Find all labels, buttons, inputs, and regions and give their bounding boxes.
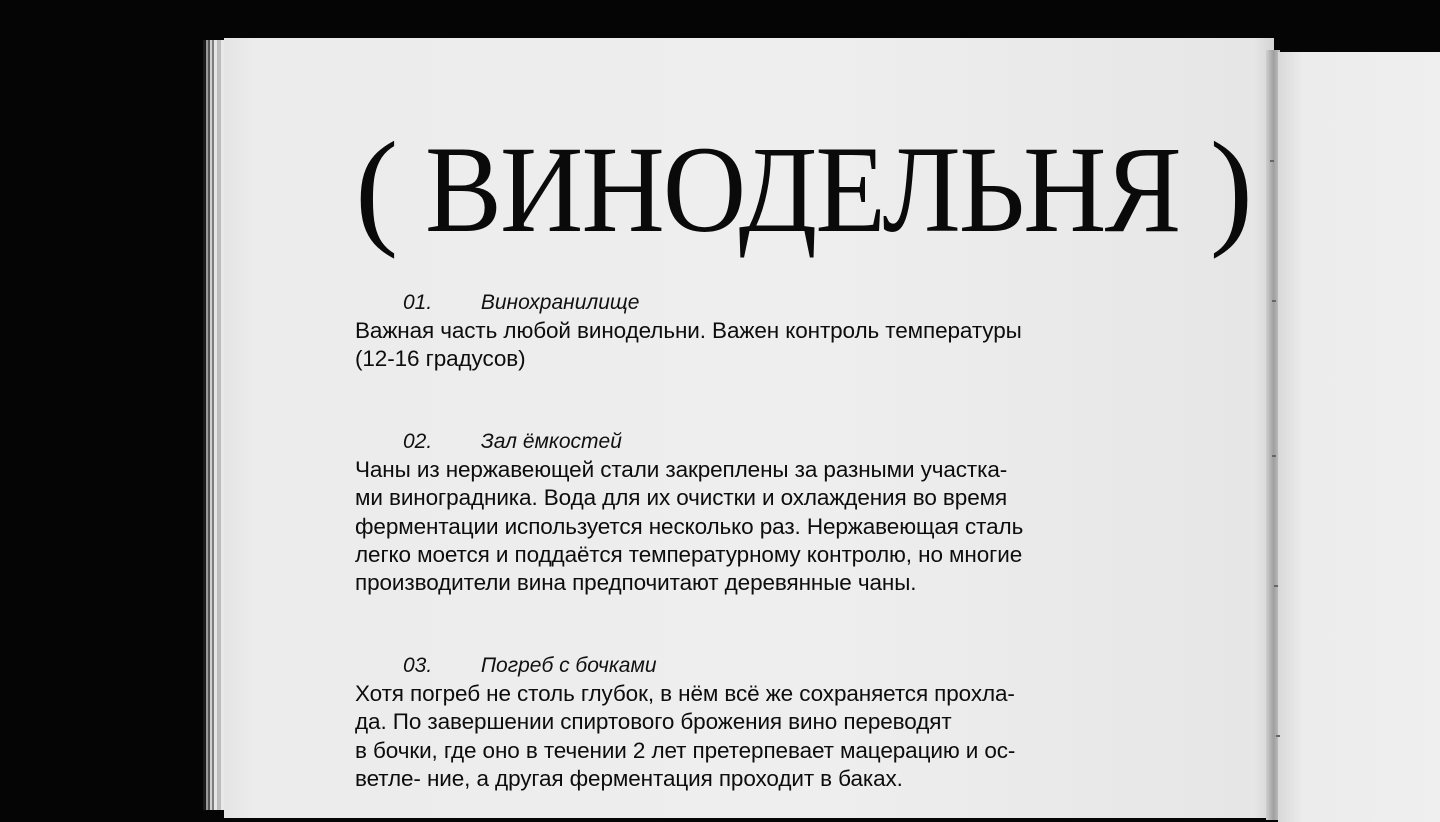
stitch-mark [1272,300,1276,302]
section-body: Чаны из нержавеющей стали закреплены за разными участка- ми виноградника. Вода для их очистки и охлаждения во время ферментации используется несколько раз. Нержавеющая сталь легко моется и поддаётся температурному контролю, но многие производители вина предпочитают деревянные чаны. [355,457,1024,596]
section-number: 01. [403,291,433,314]
section-heading [355,652,1115,680]
section-title: Зал ёмкостей [480,430,622,453]
section-number: 03. [403,654,433,677]
stitch-mark [1270,160,1274,162]
section-body: Важная часть любой винодельни. Важен контроль температуры (12-16 градусов) [355,318,1022,372]
title-text: ВИНОДЕЛЬНЯ [425,121,1180,258]
section-heading [355,428,1115,456]
section-tank-hall [355,428,1115,597]
title-open-paren: ( [355,116,397,260]
section-body: Хотя погреб не столь глубок, в нём всё же сохраняется прохла- да. По завершении спиртового брожения вино переводят в бочки, где оно в течении 2 лет претерпевает мацерацию и ос- ветле- ние, а другая ферментация проходит в баках. [355,681,1016,791]
stitch-mark [1272,455,1276,457]
section-winery-storage [355,289,1115,374]
section-title: Погреб с бочками [480,654,657,677]
section-title: Винохранилище [480,291,640,314]
section-barrel-cellar [355,652,1115,793]
right-page [1278,52,1440,822]
section-heading [355,289,1115,317]
title-close-paren: ) [1209,116,1252,260]
section-number: 02. [403,430,433,453]
page-title [355,116,1252,260]
stitch-mark [1276,735,1280,737]
stitch-mark [1274,585,1278,587]
